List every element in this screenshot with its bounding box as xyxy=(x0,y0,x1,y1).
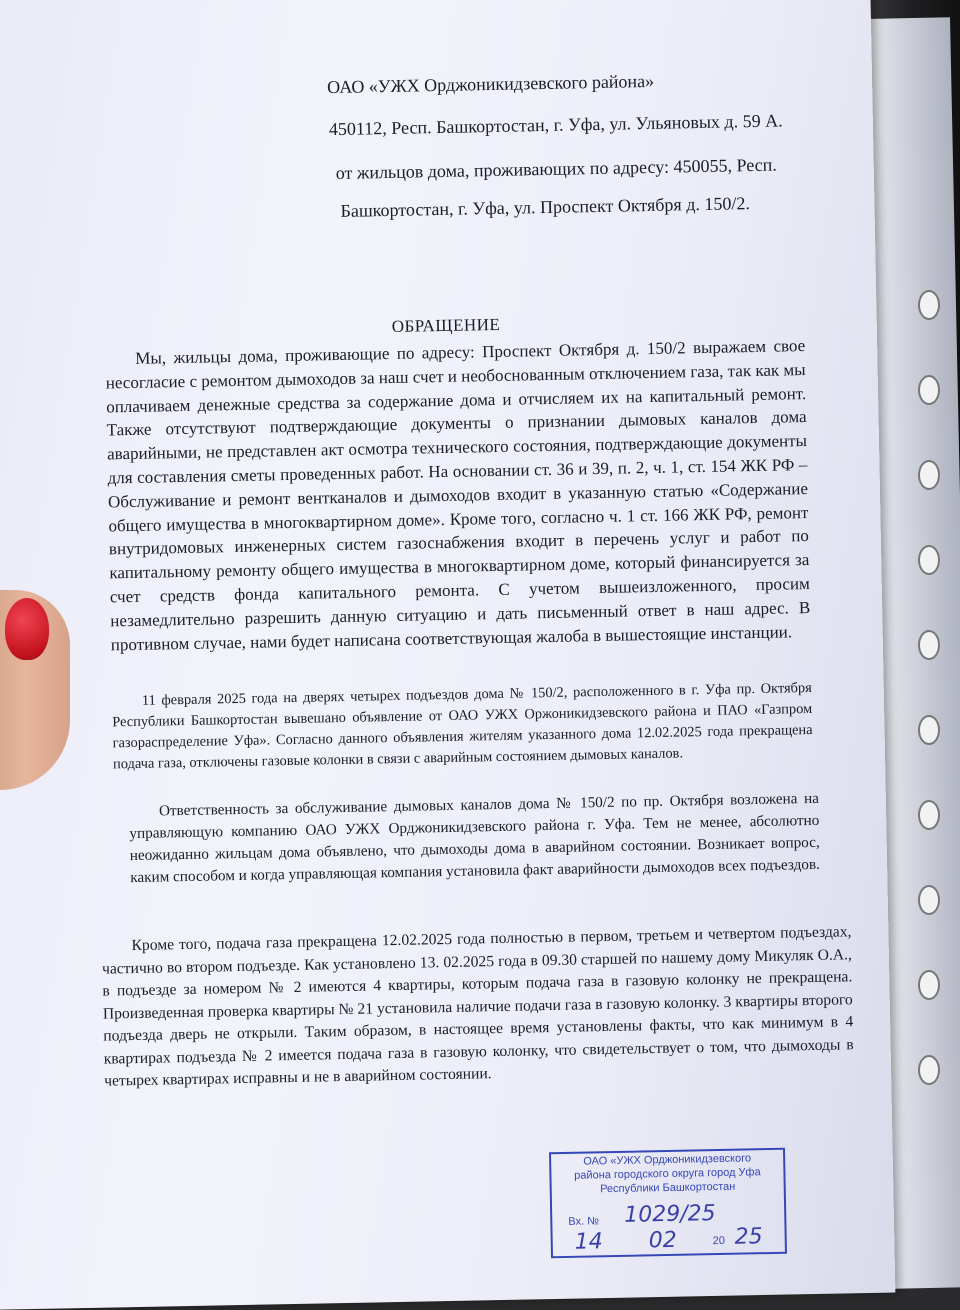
stamp-line-3: Республики Башкортостан xyxy=(600,1180,736,1196)
stamp-in-number: 1029/25 xyxy=(623,1201,716,1228)
stamp-line-1: ОАО «УЖХ Орджоникидзевского xyxy=(583,1152,752,1168)
fingernail xyxy=(5,598,49,660)
stamp-date-day: 14 xyxy=(574,1229,603,1255)
stamp-in-prefix: Вх. № xyxy=(568,1215,600,1228)
paragraph-appeal: Мы, жильцы дома, проживающие по адресу: Проспект Октября д. 150/2 выражаем свое несогласие с ремонтом дымоходов за наш счет и необоснованным отключением газа, так как мы оплачиваем денежные средства за содержание дома и отчисляем их на капитальный ремонт. Также отсутствуют подтверждающие документы о признании дымовых каналов дома аварийными, не представлен акт осмотра технического состояния, подтверждающие документы для составления сметы проведенных работ. На основании ст. 36 и 39, п. 2, ч. 1, ст. 154 ЖК РФ – Обслуживание и ремонт вентканалов и дымоходов входит в указанную статью «Содержание общего имущества в многоквартирном доме». Кроме того, согласно ч. 1 ст. 166 ЖК РФ, ремонт внутридомовых инженерных систем газоснабжения входит в перечень услуг и работ по капитальному ремонту общего имущества в многоквартирном доме, который финансируется за счет средств фонда капитального ремонта. С учетом вышеизложенного, просим незамедлительно разрешить данную ситуацию и дать письменный ответ в наш адрес. В противном случае, нами будет написана соответствующая жалоба в вышестоящие инстанции. xyxy=(105,336,811,654)
stamp-date-year-suffix: 25 xyxy=(734,1224,763,1250)
incoming-stamp xyxy=(549,1148,787,1259)
paragraph-responsibility: Ответственность за обслуживание дымовых каналов дома № 150/2 по пр. Октября возложена на управляющую компанию ОАО УЖХ Орджоникидзевского района г. Уфа. Тем не менее, абсолютно неожиданно жильцам дома объявлено, что дымоходы дома в аварийном состоянии. Возникает вопрос, каким способом и когда управляющая компания установила факт аварийности дымоходов всех подъездов. xyxy=(129,789,821,887)
stamp-date-month: 02 xyxy=(648,1227,677,1254)
sender-line-2: Башкортостан, г. Уфа, ул. Проспект Октября д. 150/2. xyxy=(340,193,751,221)
stamp-date-year-prefix: 20 xyxy=(712,1234,726,1248)
binder-holes xyxy=(918,290,958,1110)
sender-line-1: от жильцов дома, проживающих по адресу: 450055, Респ. xyxy=(335,154,777,184)
stamp-line-2: района городского округа город Уфа xyxy=(574,1166,761,1182)
paragraph-announcement: 11 февраля 2025 года на дверях четырех подъездов дома № 150/2, расположенного в г. Уфа пр. Октября Республики Башкортостан вывешано объявление от ОАО УЖХ Оржоникидзевского района и ПАО «Газпром газораспределение Уфа». Согласно данного объявления жителям указанного дома 12.02.2025 года прекращена подача газа, отключены газовые колонки в связи с аварийным состоянием дымовых каналов. xyxy=(112,679,813,773)
recipient-name: ОАО «УЖХ Орджоникидзевского района» xyxy=(326,70,655,98)
document-title: ОБРАЩЕНИЕ xyxy=(391,314,501,336)
recipient-address: 450112, Респ. Башкортостан, г. Уфа, ул. Ульяновых д. 59 А. xyxy=(328,110,783,140)
paragraph-gas-supply: Кроме того, подача газа прекращена 12.02.2025 года полностью в первом, третьем и четвертом подъездах, частично во втором подъезде. Как установлено 13. 02.2025 года в 09.30 старшей по нашему дому Микуляк О.А., в подъезде за номером № 2 имеются 4 квартиры, которым подача газа в газовую колонку не прекращена. Произведенная проверка квартиры № 21 установила наличие подачи газа в газовую колонку. 3 квартиры второго подъезда дверь не открыли. Таким образом, в настоящее время установлены факты, что как минимум в 4 квартирах подъезда № 2 имеется подача газа в газовую колонку, что свидетельствует о том, что дымоходы в четырех квартирах исправны и не в аварийном состоянии. xyxy=(101,923,854,1090)
